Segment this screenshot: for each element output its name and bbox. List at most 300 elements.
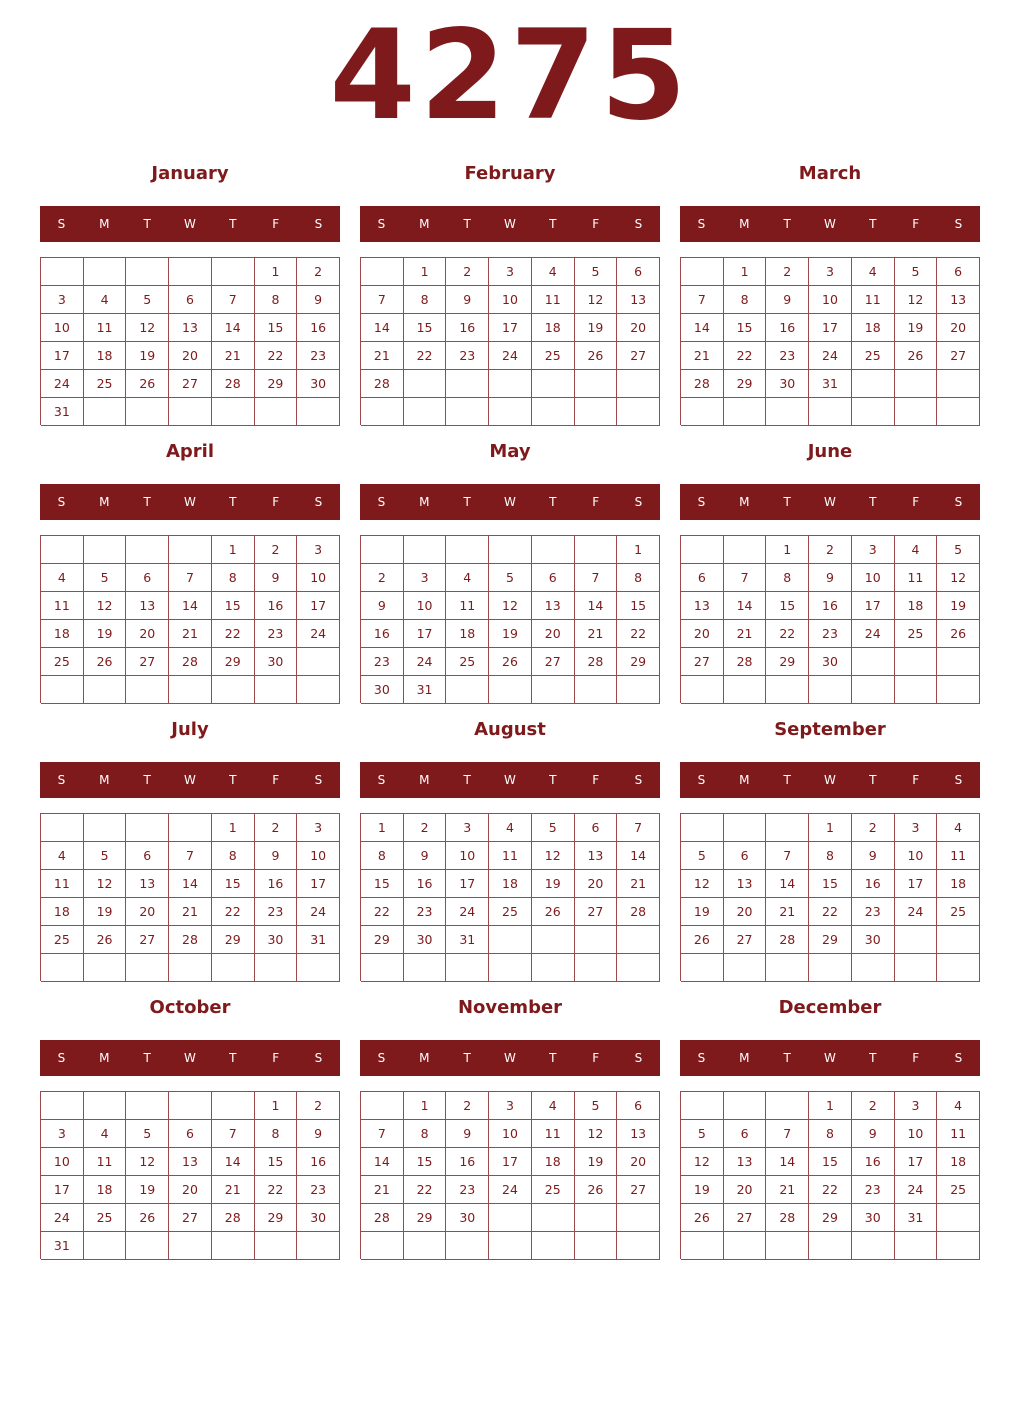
day-cell: 15 — [809, 1148, 852, 1176]
day-cell: 10 — [895, 842, 938, 870]
empty-day-cell — [681, 676, 724, 704]
day-cell: 21 — [212, 342, 255, 370]
day-cell: 24 — [41, 1204, 84, 1232]
day-cell: 9 — [852, 842, 895, 870]
day-cell: 20 — [617, 1148, 660, 1176]
day-cell: 6 — [126, 842, 169, 870]
empty-day-cell — [126, 398, 169, 426]
day-cell: 11 — [895, 564, 938, 592]
weekday-label: M — [99, 495, 110, 509]
day-cell: 20 — [617, 314, 660, 342]
weekday-label: W — [184, 495, 196, 509]
day-cell: 10 — [297, 842, 340, 870]
weekday-label: T — [869, 1051, 877, 1065]
empty-day-cell — [489, 1204, 532, 1232]
weekday-header — [680, 762, 980, 798]
weekday-label: T — [143, 773, 151, 787]
weekday-label: S — [697, 1051, 706, 1065]
day-cell: 25 — [895, 620, 938, 648]
empty-day-cell — [126, 536, 169, 564]
empty-day-cell — [169, 258, 212, 286]
day-cell: 16 — [404, 870, 447, 898]
day-cell: 20 — [532, 620, 575, 648]
day-cell: 15 — [212, 592, 255, 620]
day-cell: 25 — [84, 370, 127, 398]
empty-day-cell — [724, 398, 767, 426]
empty-day-cell — [937, 648, 980, 676]
day-cell: 3 — [297, 814, 340, 842]
empty-day-cell — [84, 1232, 127, 1260]
day-grid — [40, 813, 340, 981]
day-cell: 8 — [361, 842, 404, 870]
day-cell: 14 — [766, 870, 809, 898]
day-cell: 2 — [255, 536, 298, 564]
empty-day-cell — [617, 954, 660, 982]
empty-day-cell — [169, 676, 212, 704]
day-cell: 2 — [809, 536, 852, 564]
weekday-label: T — [229, 217, 237, 231]
day-cell: 11 — [84, 314, 127, 342]
day-cell: 24 — [852, 620, 895, 648]
day-cell: 11 — [532, 286, 575, 314]
day-cell: 17 — [297, 592, 340, 620]
day-cell: 29 — [212, 926, 255, 954]
day-cell: 25 — [489, 898, 532, 926]
day-cell: 15 — [404, 314, 447, 342]
day-cell: 18 — [84, 342, 127, 370]
day-cell: 22 — [255, 1176, 298, 1204]
day-cell: 13 — [532, 592, 575, 620]
day-cell: 28 — [169, 926, 212, 954]
day-cell: 24 — [489, 1176, 532, 1204]
empty-day-cell — [169, 814, 212, 842]
day-cell: 21 — [169, 620, 212, 648]
month-title: April — [165, 441, 215, 462]
empty-day-cell — [126, 1092, 169, 1120]
day-cell: 10 — [446, 842, 489, 870]
day-cell: 13 — [681, 592, 724, 620]
empty-day-cell — [617, 676, 660, 704]
day-cell: 26 — [84, 926, 127, 954]
weekday-label: T — [549, 1051, 557, 1065]
day-cell: 10 — [895, 1120, 938, 1148]
day-cell: 19 — [681, 898, 724, 926]
day-cell: 11 — [446, 592, 489, 620]
day-cell: 16 — [255, 592, 298, 620]
day-cell: 16 — [766, 314, 809, 342]
weekday-label: W — [184, 1051, 196, 1065]
day-cell: 1 — [404, 1092, 447, 1120]
day-cell: 4 — [84, 286, 127, 314]
day-cell: 24 — [446, 898, 489, 926]
empty-day-cell — [724, 1092, 767, 1120]
day-cell: 5 — [895, 258, 938, 286]
day-cell: 7 — [681, 286, 724, 314]
day-cell: 4 — [446, 564, 489, 592]
weekday-label: F — [592, 1051, 600, 1065]
day-cell: 26 — [575, 342, 618, 370]
empty-day-cell — [446, 1232, 489, 1260]
empty-day-cell — [446, 370, 489, 398]
day-cell: 15 — [255, 314, 298, 342]
day-cell: 11 — [937, 842, 980, 870]
day-cell: 6 — [169, 1120, 212, 1148]
day-cell: 28 — [575, 648, 618, 676]
empty-day-cell — [404, 398, 447, 426]
weekday-label: S — [634, 495, 643, 509]
day-cell: 13 — [126, 592, 169, 620]
day-cell: 21 — [766, 898, 809, 926]
weekday-label: F — [592, 495, 600, 509]
empty-day-cell — [84, 258, 127, 286]
day-cell: 18 — [84, 1176, 127, 1204]
day-cell: 1 — [809, 1092, 852, 1120]
day-cell: 20 — [681, 620, 724, 648]
day-cell: 24 — [489, 342, 532, 370]
weekday-label: T — [549, 495, 557, 509]
day-cell: 22 — [404, 342, 447, 370]
empty-day-cell — [852, 954, 895, 982]
day-cell: 15 — [724, 314, 767, 342]
weekday-label: M — [739, 495, 750, 509]
empty-day-cell — [766, 398, 809, 426]
empty-day-cell — [895, 676, 938, 704]
day-cell: 31 — [297, 926, 340, 954]
day-cell: 4 — [41, 842, 84, 870]
day-cell: 30 — [404, 926, 447, 954]
weekday-label: T — [463, 1051, 471, 1065]
day-cell: 17 — [489, 1148, 532, 1176]
day-cell: 12 — [84, 592, 127, 620]
day-cell: 2 — [255, 814, 298, 842]
day-cell: 15 — [809, 870, 852, 898]
weekday-label: M — [739, 773, 750, 787]
day-cell: 7 — [575, 564, 618, 592]
day-cell: 26 — [532, 898, 575, 926]
empty-day-cell — [532, 954, 575, 982]
day-cell: 28 — [766, 1204, 809, 1232]
month-title: January — [151, 163, 229, 184]
day-cell: 12 — [681, 870, 724, 898]
day-cell: 29 — [809, 926, 852, 954]
day-cell: 14 — [169, 870, 212, 898]
day-cell: 4 — [852, 258, 895, 286]
month-title: July — [171, 719, 209, 740]
month-title: February — [464, 163, 556, 184]
day-cell: 6 — [724, 1120, 767, 1148]
day-cell: 10 — [489, 286, 532, 314]
day-cell: 8 — [212, 564, 255, 592]
day-cell: 13 — [617, 286, 660, 314]
day-grid — [360, 813, 660, 981]
empty-day-cell — [852, 676, 895, 704]
weekday-label: W — [504, 1051, 516, 1065]
empty-day-cell — [404, 370, 447, 398]
day-cell: 8 — [809, 842, 852, 870]
day-cell: 28 — [617, 898, 660, 926]
day-cell: 21 — [212, 1176, 255, 1204]
day-cell: 23 — [809, 620, 852, 648]
day-cell: 26 — [681, 1204, 724, 1232]
day-cell: 3 — [489, 1092, 532, 1120]
day-cell: 17 — [489, 314, 532, 342]
day-cell: 24 — [895, 898, 938, 926]
day-cell: 1 — [361, 814, 404, 842]
day-cell: 17 — [41, 1176, 84, 1204]
day-cell: 29 — [255, 1204, 298, 1232]
day-cell: 27 — [617, 1176, 660, 1204]
day-cell: 6 — [617, 1092, 660, 1120]
day-cell: 23 — [446, 342, 489, 370]
weekday-label: F — [592, 217, 600, 231]
empty-day-cell — [617, 1204, 660, 1232]
empty-day-cell — [617, 926, 660, 954]
weekday-label: F — [912, 217, 920, 231]
day-cell: 11 — [489, 842, 532, 870]
day-cell: 29 — [724, 370, 767, 398]
weekday-label: W — [504, 495, 516, 509]
day-cell: 3 — [297, 536, 340, 564]
empty-day-cell — [724, 1232, 767, 1260]
empty-day-cell — [532, 536, 575, 564]
day-cell: 21 — [575, 620, 618, 648]
day-cell: 1 — [212, 814, 255, 842]
weekday-label: M — [99, 1051, 110, 1065]
empty-day-cell — [361, 1092, 404, 1120]
empty-day-cell — [766, 676, 809, 704]
day-cell: 19 — [84, 620, 127, 648]
weekday-label: S — [954, 217, 963, 231]
weekday-label: W — [824, 217, 836, 231]
empty-day-cell — [212, 398, 255, 426]
empty-day-cell — [532, 926, 575, 954]
day-cell: 30 — [255, 926, 298, 954]
empty-day-cell — [937, 398, 980, 426]
day-cell: 30 — [852, 926, 895, 954]
day-cell: 3 — [895, 1092, 938, 1120]
weekday-label: F — [912, 1051, 920, 1065]
day-cell: 1 — [617, 536, 660, 564]
day-cell: 22 — [212, 620, 255, 648]
weekday-label: M — [419, 495, 430, 509]
empty-day-cell — [895, 370, 938, 398]
weekday-label: T — [549, 773, 557, 787]
day-cell: 20 — [937, 314, 980, 342]
day-grid — [360, 257, 660, 425]
day-grid — [360, 1091, 660, 1259]
day-cell: 26 — [126, 370, 169, 398]
day-cell: 22 — [809, 1176, 852, 1204]
day-cell: 16 — [852, 870, 895, 898]
day-cell: 27 — [937, 342, 980, 370]
day-cell: 3 — [404, 564, 447, 592]
weekday-header — [360, 1040, 660, 1076]
weekday-label: S — [634, 773, 643, 787]
day-cell: 22 — [255, 342, 298, 370]
day-cell: 21 — [724, 620, 767, 648]
day-cell: 19 — [126, 342, 169, 370]
day-cell: 19 — [937, 592, 980, 620]
day-cell: 18 — [41, 620, 84, 648]
day-cell: 12 — [84, 870, 127, 898]
day-cell: 24 — [41, 370, 84, 398]
day-cell: 5 — [681, 842, 724, 870]
day-cell: 23 — [361, 648, 404, 676]
day-cell: 15 — [361, 870, 404, 898]
weekday-label: F — [592, 773, 600, 787]
day-cell: 20 — [575, 870, 618, 898]
day-grid — [40, 257, 340, 425]
weekday-header — [360, 206, 660, 242]
empty-day-cell — [724, 676, 767, 704]
empty-day-cell — [126, 814, 169, 842]
day-cell: 28 — [724, 648, 767, 676]
day-grid — [40, 535, 340, 703]
empty-day-cell — [617, 370, 660, 398]
empty-day-cell — [937, 370, 980, 398]
empty-day-cell — [84, 814, 127, 842]
empty-day-cell — [169, 1092, 212, 1120]
day-cell: 15 — [404, 1148, 447, 1176]
day-cell: 8 — [617, 564, 660, 592]
day-cell: 7 — [766, 1120, 809, 1148]
day-cell: 19 — [126, 1176, 169, 1204]
day-cell: 12 — [126, 1148, 169, 1176]
day-cell: 18 — [937, 1148, 980, 1176]
empty-day-cell — [937, 954, 980, 982]
day-cell: 9 — [766, 286, 809, 314]
empty-day-cell — [489, 398, 532, 426]
day-cell: 2 — [297, 258, 340, 286]
day-cell: 25 — [852, 342, 895, 370]
empty-day-cell — [126, 1232, 169, 1260]
day-cell: 31 — [41, 398, 84, 426]
empty-day-cell — [84, 536, 127, 564]
day-cell: 3 — [41, 1120, 84, 1148]
weekday-label: M — [419, 217, 430, 231]
empty-day-cell — [937, 926, 980, 954]
empty-day-cell — [937, 1232, 980, 1260]
empty-day-cell — [489, 370, 532, 398]
day-cell: 17 — [41, 342, 84, 370]
weekday-label: T — [549, 217, 557, 231]
empty-day-cell — [681, 258, 724, 286]
empty-day-cell — [404, 1232, 447, 1260]
empty-day-cell — [724, 954, 767, 982]
day-cell: 12 — [575, 1120, 618, 1148]
day-cell: 2 — [852, 814, 895, 842]
day-cell: 17 — [852, 592, 895, 620]
day-cell: 26 — [489, 648, 532, 676]
day-cell: 24 — [809, 342, 852, 370]
day-cell: 16 — [297, 314, 340, 342]
day-grid — [360, 535, 660, 703]
day-cell: 30 — [255, 648, 298, 676]
day-cell: 1 — [255, 1092, 298, 1120]
day-cell: 25 — [532, 342, 575, 370]
day-cell: 1 — [212, 536, 255, 564]
weekday-label: T — [229, 1051, 237, 1065]
empty-day-cell — [532, 398, 575, 426]
day-cell: 16 — [809, 592, 852, 620]
empty-day-cell — [361, 954, 404, 982]
day-cell: 23 — [404, 898, 447, 926]
weekday-label: S — [377, 773, 386, 787]
empty-day-cell — [575, 370, 618, 398]
day-cell: 6 — [724, 842, 767, 870]
empty-day-cell — [575, 536, 618, 564]
empty-day-cell — [532, 370, 575, 398]
day-cell: 25 — [41, 926, 84, 954]
day-cell: 2 — [297, 1092, 340, 1120]
empty-day-cell — [489, 926, 532, 954]
day-cell: 9 — [255, 564, 298, 592]
weekday-label: S — [634, 1051, 643, 1065]
day-cell: 9 — [404, 842, 447, 870]
weekday-label: T — [869, 495, 877, 509]
day-cell: 14 — [169, 592, 212, 620]
day-cell: 3 — [895, 814, 938, 842]
day-cell: 25 — [937, 1176, 980, 1204]
day-cell: 14 — [361, 1148, 404, 1176]
day-cell: 17 — [809, 314, 852, 342]
weekday-header — [680, 484, 980, 520]
empty-day-cell — [255, 398, 298, 426]
day-cell: 17 — [446, 870, 489, 898]
empty-day-cell — [937, 676, 980, 704]
empty-day-cell — [41, 258, 84, 286]
day-cell: 3 — [489, 258, 532, 286]
year-title: 4275 — [329, 4, 691, 148]
day-cell: 17 — [404, 620, 447, 648]
month-title: November — [457, 997, 563, 1018]
weekday-label: M — [739, 1051, 750, 1065]
empty-day-cell — [766, 814, 809, 842]
weekday-label: W — [824, 773, 836, 787]
day-cell: 15 — [617, 592, 660, 620]
day-cell: 17 — [895, 870, 938, 898]
day-cell: 16 — [446, 1148, 489, 1176]
day-cell: 7 — [724, 564, 767, 592]
day-cell: 8 — [404, 286, 447, 314]
day-cell: 5 — [937, 536, 980, 564]
day-cell: 9 — [297, 286, 340, 314]
weekday-header — [40, 206, 340, 242]
month-title: October — [149, 997, 231, 1018]
day-cell: 27 — [169, 1204, 212, 1232]
weekday-label: T — [229, 495, 237, 509]
day-cell: 12 — [489, 592, 532, 620]
day-cell: 14 — [212, 1148, 255, 1176]
empty-day-cell — [852, 648, 895, 676]
day-cell: 28 — [169, 648, 212, 676]
empty-day-cell — [446, 954, 489, 982]
day-cell: 24 — [895, 1176, 938, 1204]
day-cell: 22 — [404, 1176, 447, 1204]
day-cell: 30 — [361, 676, 404, 704]
day-cell: 14 — [575, 592, 618, 620]
empty-day-cell — [766, 954, 809, 982]
empty-day-cell — [489, 536, 532, 564]
day-cell: 3 — [809, 258, 852, 286]
day-cell: 18 — [446, 620, 489, 648]
empty-day-cell — [895, 954, 938, 982]
weekday-label: F — [272, 773, 280, 787]
day-cell: 4 — [41, 564, 84, 592]
day-cell: 30 — [809, 648, 852, 676]
empty-day-cell — [852, 1232, 895, 1260]
day-cell: 27 — [169, 370, 212, 398]
